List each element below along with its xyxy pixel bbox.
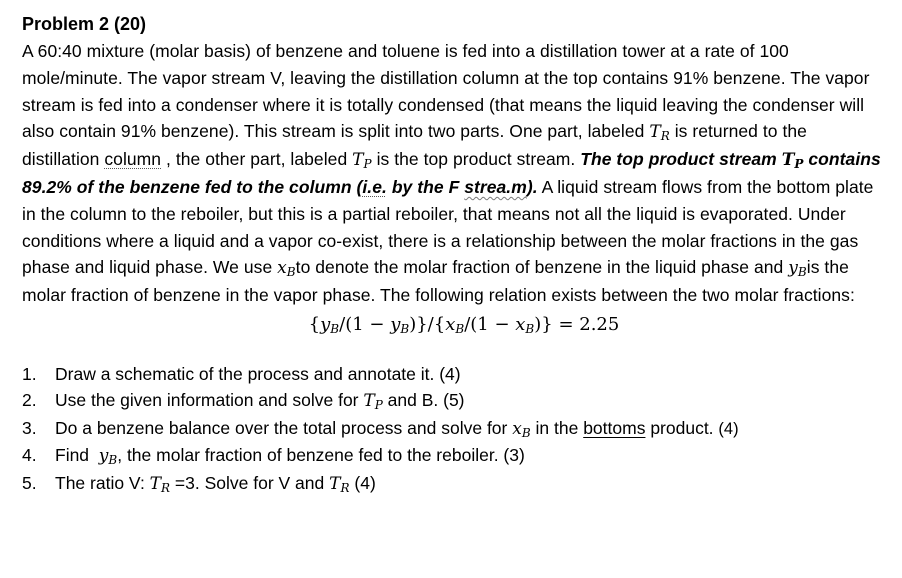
problem-statement bbox=[22, 38, 884, 309]
task-item bbox=[22, 361, 884, 387]
task-number: 1. bbox=[22, 363, 37, 384]
text-run: A 60:40 mixture (molar basis) of benzene and toluene is fed into a distillation tower at a rate of 100 mole/minute. The vapor stream V, leaving the distillation column at the top contains 91% benzene. The vapor stream is fed into a condenser where it is totally condensed (that means the liquid leaving the condenser will also contain 91% benzene). This stream is split into two parts. One part, labeled bbox=[22, 41, 870, 142]
word-column: column bbox=[104, 149, 162, 170]
task-number: 3. bbox=[22, 417, 37, 438]
text-run: to denote the molar fraction of benzene in the liquid phase and bbox=[295, 257, 789, 278]
task-item bbox=[22, 470, 884, 497]
task-number: 5. bbox=[22, 472, 37, 493]
text-run: is returned to the distillation bbox=[22, 121, 807, 170]
word-stream-misspelled: strea.m bbox=[464, 176, 527, 197]
task-item bbox=[22, 442, 884, 469]
document-page bbox=[22, 12, 884, 497]
symbol-tr: $T_R$ bbox=[649, 122, 670, 144]
symbol-tr: $T_R$ bbox=[329, 473, 350, 495]
task-text: Use the given information and solve for $T_P$ and B. (5) bbox=[55, 390, 465, 413]
task-text: Draw a schematic of the process and annotate it. (4) bbox=[55, 363, 461, 384]
problem-heading: Problem 2 (20) bbox=[22, 14, 147, 34]
symbol-xb: $x_B$ bbox=[512, 418, 531, 440]
task-text: Do a benzene balance over the total process and solve for $x_B$ in the bottoms product. (4) bbox=[55, 417, 739, 440]
text-run: , the other part, labeled bbox=[161, 149, 353, 170]
task-item bbox=[22, 387, 884, 414]
text-run: A liquid stream flows from the bottom plate in the column to the reboiler, but this is a partial reboiler, that means not all the liquid is evaporated. Under conditions where a liquid and a vapor co-exist, there is a relationship between the molar fractions in the gas phase and liquid phase. We use bbox=[22, 176, 874, 278]
task-number: 2. bbox=[22, 390, 37, 411]
symbol-tr: $T_R$ bbox=[149, 473, 171, 495]
text-run: is the top product stream. bbox=[371, 149, 581, 170]
task-number: 4. bbox=[22, 445, 37, 466]
word-bottoms: bottoms bbox=[583, 417, 646, 438]
word-ie: i.e. bbox=[362, 176, 387, 197]
task-item bbox=[22, 415, 884, 442]
equilibrium-equation: $\{y_B/(1 - y_B)\}/\{x_B/(1 - x_B)\} = 2.25$ bbox=[308, 313, 620, 336]
symbol-yb: $y_B$ bbox=[98, 446, 118, 468]
symbol-xb: $x_B$ bbox=[277, 258, 296, 280]
symbol-tp: $T_P$ bbox=[363, 391, 383, 413]
task-list bbox=[22, 361, 884, 497]
bold-italic-sentence: The top product stream $T_P$ contains 89.2% of the benzene fed to the column (i.e. by the F strea.m). bbox=[22, 149, 881, 197]
text-run: is the molar fraction of benzene in the vapor phase. The following relation exists between the two molar fractions: bbox=[22, 257, 855, 306]
symbol-tp: $T_P$ bbox=[352, 150, 372, 172]
task-text: The ratio V: $T_R =3$. Solve for V and $T_R$ (4) bbox=[55, 472, 376, 495]
symbol-tp-bold: $T_P$ bbox=[781, 150, 804, 172]
symbol-yb: $y_B$ bbox=[788, 258, 807, 280]
task-text: Find $y_B$, the molar fraction of benzene fed to the reboiler. (3) bbox=[55, 445, 525, 468]
